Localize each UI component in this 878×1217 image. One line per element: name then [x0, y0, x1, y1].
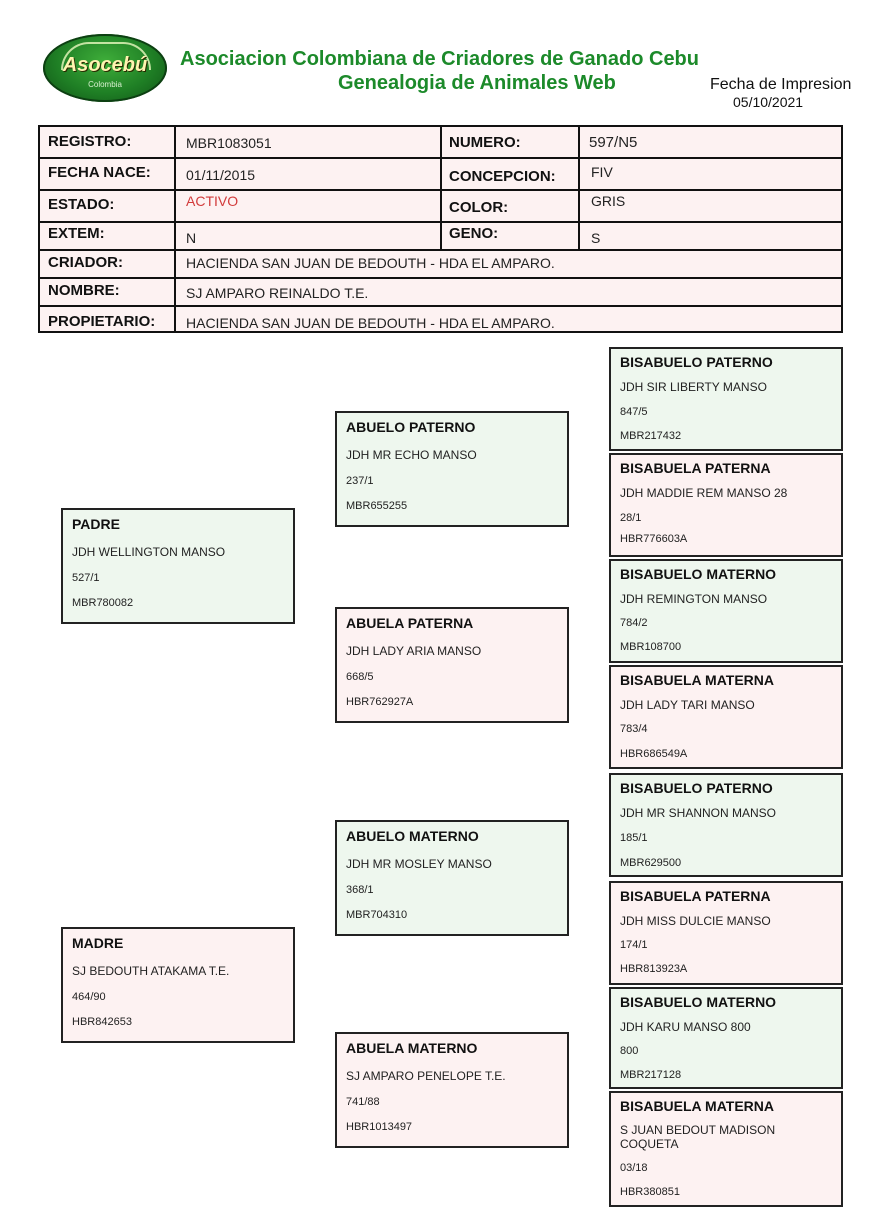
abuelo-paterno-card: [335, 411, 569, 527]
bisabuelo-card: [609, 347, 843, 451]
animal-info-table: [38, 125, 843, 333]
bisabuelo-registro: MBR108700: [620, 641, 682, 653]
abuela-materna-name: SJ AMPARO PENELOPE T.E.: [346, 1069, 506, 1083]
propietario-value: HACIENDA SAN JUAN DE BEDOUTH - HDA EL AMPARO.: [186, 315, 555, 331]
registro-value: MBR1083051: [186, 135, 272, 151]
criador-label: CRIADOR:: [48, 254, 123, 271]
table-divider: [40, 249, 841, 251]
bisabuelo-title: BISABUELO MATERNO: [620, 566, 777, 582]
asocebu-logo: [43, 34, 167, 102]
bisabuela-number: 28/1: [620, 512, 642, 524]
numero-label: NUMERO:: [449, 134, 521, 151]
bisabuelo-card: [609, 987, 843, 1089]
padre-name: JDH WELLINGTON MANSO: [72, 545, 226, 559]
abuela-paterna-registro: HBR762927A: [346, 696, 414, 708]
nombre-value: SJ AMPARO REINALDO T.E.: [186, 285, 369, 301]
table-divider: [40, 277, 841, 279]
bisabuelo-registro: MBR217128: [620, 1069, 682, 1081]
extem-value: N: [186, 230, 197, 246]
bisabuela-card: [609, 453, 843, 557]
bisabuelo-number: 185/1: [620, 832, 648, 844]
table-divider: [440, 127, 442, 249]
madre-card: [61, 927, 295, 1043]
nombre-label: NOMBRE:: [48, 282, 120, 299]
abuelo-paterno-registro: MBR655255: [346, 500, 408, 512]
color-value: GRIS: [591, 193, 626, 209]
print-date-label: Fecha de Impresion: [710, 76, 852, 93]
bisabuelo-name: JDH REMINGTON MANSO: [620, 592, 768, 606]
abuelo-paterno-title: ABUELO PATERNO: [346, 419, 476, 435]
abuela-paterna-number: 668/5: [346, 671, 374, 683]
concepcion-label: CONCEPCION:: [449, 168, 556, 185]
abuelo-materno-registro: MBR704310: [346, 909, 408, 921]
color-label: COLOR:: [449, 199, 509, 216]
propietario-label: PROPIETARIO:: [48, 313, 156, 330]
abuelo-paterno-name: JDH MR ECHO MANSO: [346, 448, 477, 462]
bisabuela-card: [609, 665, 843, 769]
abuelo-materno-name: JDH MR MOSLEY MANSO: [346, 857, 492, 871]
bisabuelo-card: [609, 559, 843, 663]
bisabuela-card: [609, 881, 843, 985]
estado-label: ESTADO:: [48, 196, 115, 213]
bisabuela-registro: HBR380851: [620, 1186, 680, 1198]
bisabuela-name: JDH MISS DULCIE MANSO: [620, 914, 771, 928]
padre-title: PADRE: [72, 516, 120, 532]
madre-number: 464/90: [72, 991, 106, 1003]
bisabuelo-name: JDH MR SHANNON MANSO: [620, 806, 777, 820]
bisabuelo-card: [609, 773, 843, 877]
criador-value: HACIENDA SAN JUAN DE BEDOUTH - HDA EL AMPARO.: [186, 255, 555, 271]
padre-number: 527/1: [72, 572, 100, 584]
padre-registro: MBR780082: [72, 597, 134, 609]
bisabuela-title: BISABUELA MATERNA: [620, 1098, 774, 1114]
bisabuela-name: JDH LADY TARI MANSO: [620, 698, 755, 712]
fecha-nace-value: 01/11/2015: [186, 167, 256, 183]
abuela-materna-title: ABUELA MATERNO: [346, 1040, 478, 1056]
geno-value: S: [591, 230, 601, 246]
bisabuela-registro: HBR686549A: [620, 748, 688, 760]
numero-value: 597/N5: [589, 134, 638, 151]
abuelo-materno-title: ABUELO MATERNO: [346, 828, 479, 844]
table-divider: [174, 127, 176, 333]
registro-label: REGISTRO:: [48, 133, 132, 150]
abuelo-paterno-number: 237/1: [346, 475, 374, 487]
page-title-line1: Asociacion Colombiana de Criadores de Ganado Cebu: [180, 48, 699, 70]
bisabuela-number: 783/4: [620, 723, 648, 735]
bisabuelo-title: BISABUELO PATERNO: [620, 354, 773, 370]
logo-subtext: Colombia: [88, 80, 122, 89]
bisabuela-number: 03/18: [620, 1162, 648, 1174]
abuelo-materno-number: 368/1: [346, 884, 374, 896]
bisabuela-title: BISABUELA PATERNA: [620, 460, 771, 476]
estado-value: ACTIVO: [186, 193, 239, 209]
madre-registro: HBR842653: [72, 1016, 132, 1028]
bisabuela-card: [609, 1091, 843, 1207]
bisabuelo-name: JDH KARU MANSO 800: [620, 1020, 751, 1034]
bisabuela-name: JDH MADDIE REM MANSO 28: [620, 486, 788, 500]
bisabuelo-title: BISABUELO MATERNO: [620, 994, 777, 1010]
abuela-materna-registro: HBR1013497: [346, 1121, 413, 1133]
print-date: 05/10/2021: [733, 94, 804, 110]
bisabuelo-number: 784/2: [620, 617, 648, 629]
geno-label: GENO:: [449, 225, 499, 242]
logo-text: Asocebú: [62, 54, 148, 76]
madre-name: SJ BEDOUTH ATAKAMA T.E.: [72, 964, 230, 978]
abuela-paterna-card: [335, 607, 569, 723]
bisabuela-name: S JUAN BEDOUT MADISON COQUETA: [620, 1123, 776, 1151]
bisabuelo-number: 800: [620, 1045, 639, 1057]
abuela-materna-card: [335, 1032, 569, 1148]
concepcion-value: FIV: [591, 164, 613, 180]
bisabuela-title: BISABUELA PATERNA: [620, 888, 771, 904]
bisabuelo-number: 847/5: [620, 406, 648, 418]
table-divider: [578, 127, 580, 249]
page-title-line2: Genealogia de Animales Web: [338, 72, 616, 94]
madre-title: MADRE: [72, 935, 124, 951]
bisabuela-number: 174/1: [620, 939, 648, 951]
extem-label: EXTEM:: [48, 225, 105, 242]
abuela-materna-number: 741/88: [346, 1096, 380, 1108]
abuelo-materno-card: [335, 820, 569, 936]
bisabuelo-name: JDH SIR LIBERTY MANSO: [620, 380, 767, 394]
bisabuelo-registro: MBR217432: [620, 430, 682, 442]
bisabuela-registro: HBR776603A: [620, 533, 688, 545]
table-divider: [40, 305, 841, 307]
fecha-nace-label: FECHA NACE:: [48, 164, 151, 181]
bisabuelo-registro: MBR629500: [620, 857, 682, 869]
abuela-paterna-title: ABUELA PATERNA: [346, 615, 474, 631]
bisabuela-title: BISABUELA MATERNA: [620, 672, 774, 688]
bisabuela-registro: HBR813923A: [620, 963, 688, 975]
abuela-paterna-name: JDH LADY ARIA MANSO: [346, 644, 482, 658]
padre-card: [61, 508, 295, 624]
bisabuelo-title: BISABUELO PATERNO: [620, 780, 773, 796]
